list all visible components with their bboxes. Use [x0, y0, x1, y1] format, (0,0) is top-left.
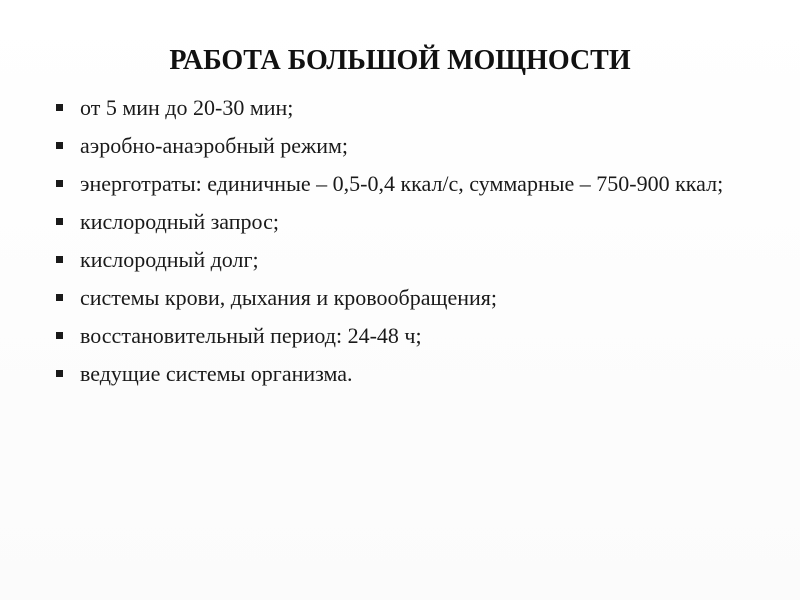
slide-title: РАБОТА БОЛЬШОЙ МОЩНОСТИ	[169, 45, 631, 76]
bullet-item	[54, 282, 754, 313]
bullet-text: аэробно-анаэробный режим;	[80, 133, 349, 158]
square-bullet-icon	[56, 256, 63, 263]
bullet-text: восстановительный период: 24-48 ч;	[80, 323, 422, 348]
bullet-item	[54, 358, 754, 389]
bullet-list	[54, 92, 754, 396]
bullet-item	[54, 92, 754, 123]
square-bullet-icon	[56, 294, 63, 301]
bullet-text: системы крови, дыхания и кровообращения;	[80, 285, 497, 310]
bullet-text: от 5 мин до 20-30 мин;	[80, 95, 294, 120]
square-bullet-icon	[56, 104, 63, 111]
bullet-text: кислородный долг;	[80, 247, 259, 272]
bullet-item	[54, 320, 754, 351]
bullet-text: ведущие системы организма.	[80, 361, 353, 386]
bullet-text: кислородный запрос;	[80, 209, 279, 234]
bullet-item	[54, 168, 754, 199]
square-bullet-icon	[56, 180, 63, 187]
square-bullet-icon	[56, 218, 63, 225]
bullet-item	[54, 206, 754, 237]
square-bullet-icon	[56, 142, 63, 149]
square-bullet-icon	[56, 332, 63, 339]
bullet-text: энерготраты: единичные – 0,5-0,4 ккал/с, суммарные – 750-900 ккал;	[80, 171, 724, 196]
square-bullet-icon	[56, 370, 63, 377]
bullet-item	[54, 244, 754, 275]
bullet-item	[54, 130, 754, 161]
